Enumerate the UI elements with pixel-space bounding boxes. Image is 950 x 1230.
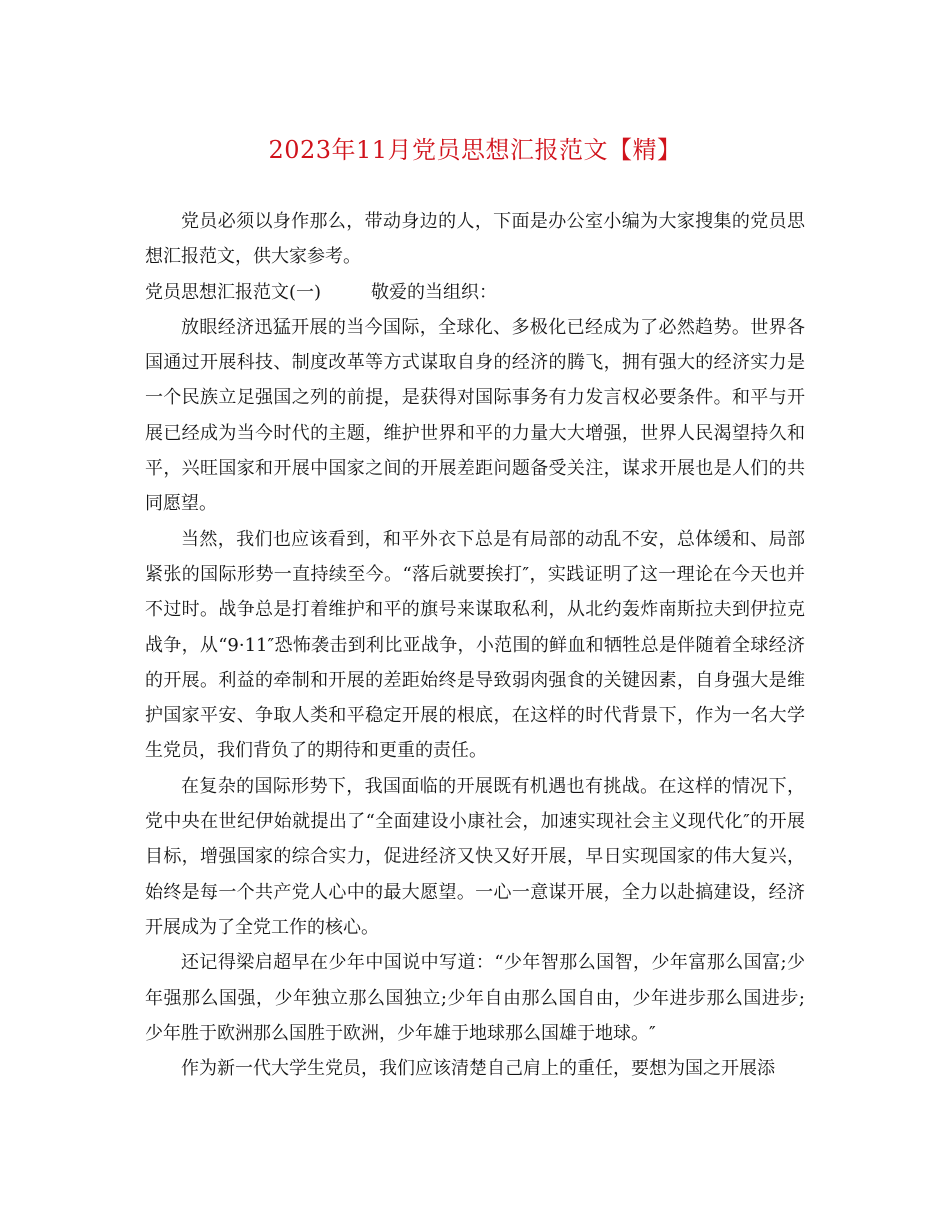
salutation: 敬爱的当组织： bbox=[371, 281, 498, 303]
section-subhead bbox=[145, 275, 805, 310]
body-paragraph: 当然，我们也应该看到，和平外衣下总是有局部的动乱不安，总体缓和、局部紧张的国际形势一直持续至今。“落后就要挨打″，实践证明了这一理论在今天也并不过时。战争总是打着维护和平的旗号来谋取私利，从北约轰炸南斯拉夫到伊拉克战争，从“9·11″恐怖袭击到利比亚战争，小范围的鲜血和牺牲总是伴随着全球经济的开展。利益的牵制和开展的差距始终是导致弱肉强食的关键因素，自身强大是维护国家平安、争取人类和平稳定开展的根底，在这样的时代背景下，作为一名大学生党员，我们背负了的期待和更重的责任。 bbox=[145, 528, 805, 762]
body-paragraph: 在复杂的国际形势下，我国面临的开展既有机遇也有挑战。在这样的情况下，党中央在世纪伊始就提出了“全面建设小康社会，加速实现社会主义现代化″的开展目标，增强国家的综合实力，促进经济又快又好开展，早日实现国家的伟大复兴，始终是每一个共产党人心中的最大愿望。一心一意谋开展，全力以赴搞建设，经济开展成为了全党工作的核心。 bbox=[145, 775, 805, 938]
body-paragraph: 作为新一代大学生党员，我们应该清楚自己肩上的重任，要想为国之开展添 bbox=[181, 1058, 775, 1080]
intro-paragraph: 党员必须以身作那么，带动身边的人，下面是办公室小编为大家搜集的党员思想汇报范文，供大家参考。 bbox=[145, 211, 805, 268]
document-body bbox=[145, 204, 805, 1086]
body-paragraph: 还记得梁启超早在少年中国说中写道：“少年智那么国智，少年富那么国富;少年强那么国强，少年独立那么国独立;少年自由那么国自由，少年进步那么国进步;少年胜于欧洲那么国胜于欧洲，少年雄于地球那么国雄于地球。″ bbox=[145, 952, 805, 1044]
section-heading: 党员思想汇报范文(一) bbox=[145, 281, 322, 303]
body-paragraph: 放眼经济迅猛开展的当今国际，全球化、多极化已经成为了必然趋势。世界各国通过开展科技、制度改革等方式谋取自身的经济的腾飞，拥有强大的经济实力是一个民族立足强国之列的前提，是获得对国际事务有力发言权必要条件。和平与开展已经成为当今时代的主题，维护世界和平的力量大大增强，世界人民渴望持久和平，兴旺国家和开展中国家之间的开展差距问题备受关注，谋求开展也是人们的共同愿望。 bbox=[145, 316, 805, 515]
document-title: 2023年11月党员思想汇报范文【精】 bbox=[268, 136, 682, 164]
